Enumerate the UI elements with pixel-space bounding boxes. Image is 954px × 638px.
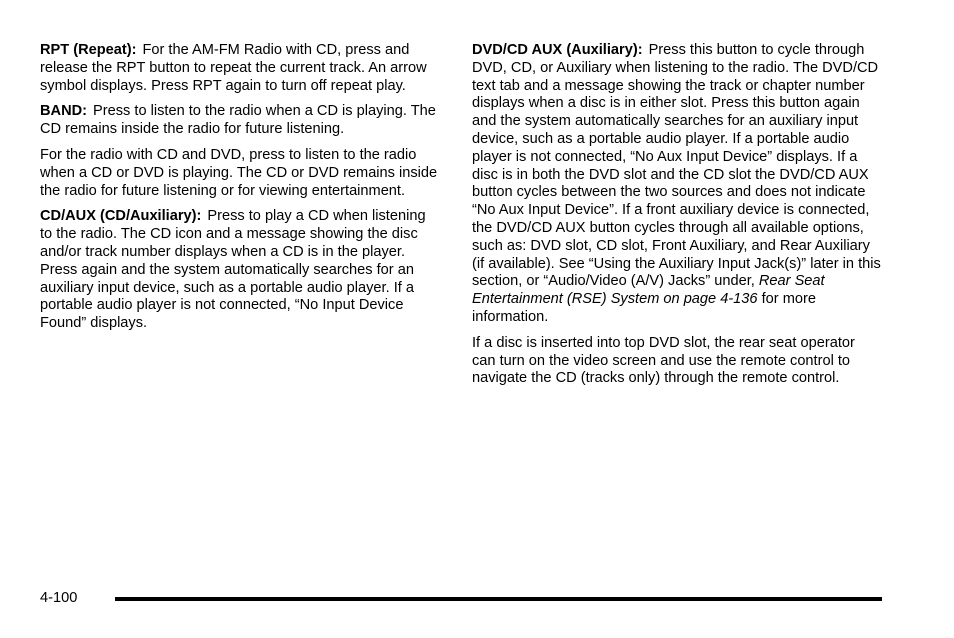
cd-aux-term: CD/AUX (CD/Auxiliary): xyxy=(40,208,202,225)
dvd-aux-paragraph xyxy=(472,42,882,327)
footer-rule xyxy=(115,597,882,601)
cd-aux-text: Press to play a CD when listening to the radio. The CD icon and a message showing the disc and/or track number displays when a CD is in the player. Press again and the system automatically searches for an auxiliary input device, such as a portable audio player. If a portable audio player is not connected, “No Input Device Found” displays. xyxy=(40,208,426,332)
dvd-aux-text-after: for more information. xyxy=(472,291,816,325)
dvd-aux-term: DVD/CD AUX (Auxiliary): xyxy=(472,42,643,58)
cd-dvd-radio-text: For the radio with CD and DVD, press to listen to the radio when a CD or DVD is playing. The CD or DVD remains inside the radio for future listening or for viewing entertainment. xyxy=(40,146,438,199)
left-column xyxy=(40,42,440,341)
rse-reference: Rear Seat Entertainment (RSE) System on page 4-136 xyxy=(472,273,825,308)
right-column xyxy=(472,42,882,396)
page-number: 4-100 xyxy=(40,590,78,606)
band-text: Press to listen to the radio when a CD is playing. The CD remains inside the radio for future listening. xyxy=(40,103,436,138)
cd-dvd-radio-paragraph xyxy=(40,147,440,200)
rear-seat-paragraph xyxy=(472,335,882,388)
dvd-aux-text: Press this button to cycle through DVD, CD, or Auxiliary when listening to the radio. The DVD/CD text tab and a message showing the track or chapter number displays when a disc is in either slot. Press this button again and the system automatically searches for an auxiliary input device, such as a portable audio player. If a portable audio player is not connected, “No Aux Input Device” displays. If a disc is in both the DVD slot and the CD slot the DVD/CD AUX button cycles between the two sources and does not indicate “No Aux Input Device”. If a front auxiliary device is connected, the DVD/CD AUX button cycles through all available options, such as: DVD slot, CD slot, Front Auxiliary, and Rear Auxiliary (if available). See “Using the Auxiliary Input Jack(s)” later in this section, or “Audio/Video (A/V) Jacks” under, xyxy=(472,42,881,290)
rear-seat-text: If a disc is inserted into top DVD slot, the rear seat operator can turn on the video screen and use the remote control to navigate the CD (tracks only) through the remote control. xyxy=(472,334,855,387)
rpt-text: For the AM-FM Radio with CD, press and release the RPT button to repeat the current track. An arrow symbol displays. Press RPT again to turn off repeat play. xyxy=(40,42,427,94)
cd-aux-paragraph xyxy=(40,208,440,333)
rpt-term: RPT (Repeat): xyxy=(40,42,137,58)
band-term: BAND: xyxy=(40,103,88,120)
band-paragraph xyxy=(40,103,440,139)
rpt-paragraph xyxy=(40,42,440,95)
